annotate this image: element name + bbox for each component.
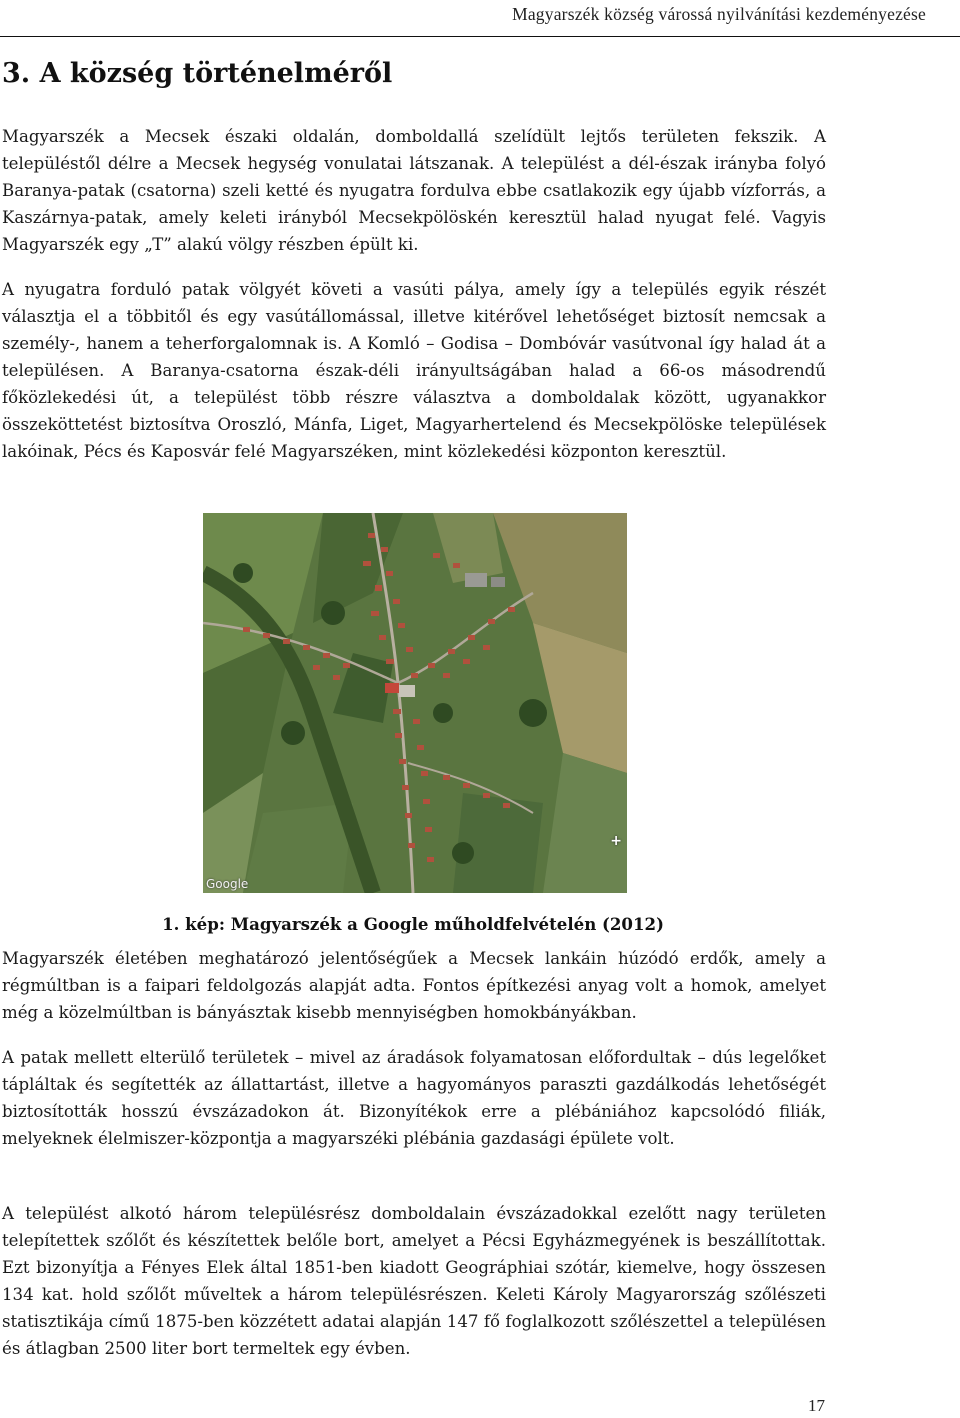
page-number: 17: [808, 1396, 825, 1415]
paragraph-geography: Magyarszék a Mecsek északi oldalán, domboldallá szelídült lejtős területen fekszik. A településtől délre a Mecsek hegység vonulatai látszanak. A települést a dél-észak irányba folyó Baranya-patak (csatorna) szeli ketté és nyugatra fordulva ebbe csatlakozik egy újabb vízforrás, a Kaszárnya-patak, amely keleti irányból Mecsekpölöskén keresztül halad nyugat felé. Vagyis Magyarszék egy „T” alakú völgy részben épült ki.: [2, 127, 826, 254]
satellite-map-image: [203, 513, 627, 893]
paragraph-forests: Magyarszék életében meghatározó jelentőségűek a Mecsek lankáin húzódó erdők, amely a régmúltban is a faipari feldolgozás alapját adta. Fontos építkezési anyag volt a homok, amelyet még a közelmúltban is bányásztak kisebb mennyiségben homokbányákban.: [2, 949, 826, 1022]
figure-caption: 1. kép: Magyarszék a Google műholdfelvételén (2012): [162, 914, 664, 934]
google-watermark: Google: [206, 877, 249, 891]
paragraph-pastures: A patak mellett elterülő területek – mivel az áradások folyamatosan előfordultak – dús legelőket tápláltak és segítették az állattartást, illetve a hagyományos paraszti gazdálkodás lehetőségét biztosították hosszú évszázadokon át. Bizonyítékok erre a plébániához kapcsolódó filiák, melyeknek élelmiszer-központja a magyarszéki plébánia gazdasági épülete volt.: [2, 1048, 826, 1148]
running-header: Magyarszék község várossá nyilvánítási kezdeményezése: [512, 4, 926, 24]
paragraph-transport: A nyugatra forduló patak völgyét követi a vasúti pálya, amely így a település egyik részét választja el a többitől és egy vasútállomással, illetve kitérővel lehetőséget biztosít nemcsak a személy-, hanem a teherforgalomnak is. A Komló – Godisa – Dombóvár vasútvonal így halad át a településen. A Baranya-csatorna észak-déli irányultságában halad a 66-os másodrendű főközlekedési út, a települést több részre választva a domboldalak között, ugyanakkor összeköttetést biztosítva Oroszló, Mánfa, Liget, Magyarhertelend és Mecsekpölöske települések lakóinak, Pécs és Kaposvár felé Magyarszéken, mint közlekedési központon keresztül.: [2, 280, 826, 461]
map-zoom-icon: +: [610, 833, 622, 849]
paragraph-vineyards: A települést alkotó három településrész domboldalain évszázadokkal ezelőtt nagy területen telepítettek szőlőt és készítettek belőle bort, amelyet a Pécsi Egyházmegyének is beszállítottak. Ezt bizonyítja a Fényes Elek által 1851-ben kiadott Geográphiai szótár, kiemelve, hogy összesen 134 kat. hold szőlőt műveltek a három településrészen. Keleti Károly Magyarország szőlészeti statisztikája című 1875-ben közzétett adatai alapján 147 fő foglalkozott szőlészettel a településen és átlagban 2500 liter bort termeltek egy évben.: [2, 1204, 826, 1358]
header-divider: [0, 36, 960, 37]
satellite-map-graphic: [203, 513, 627, 893]
section-heading: 3. A község történelméről: [2, 58, 393, 89]
